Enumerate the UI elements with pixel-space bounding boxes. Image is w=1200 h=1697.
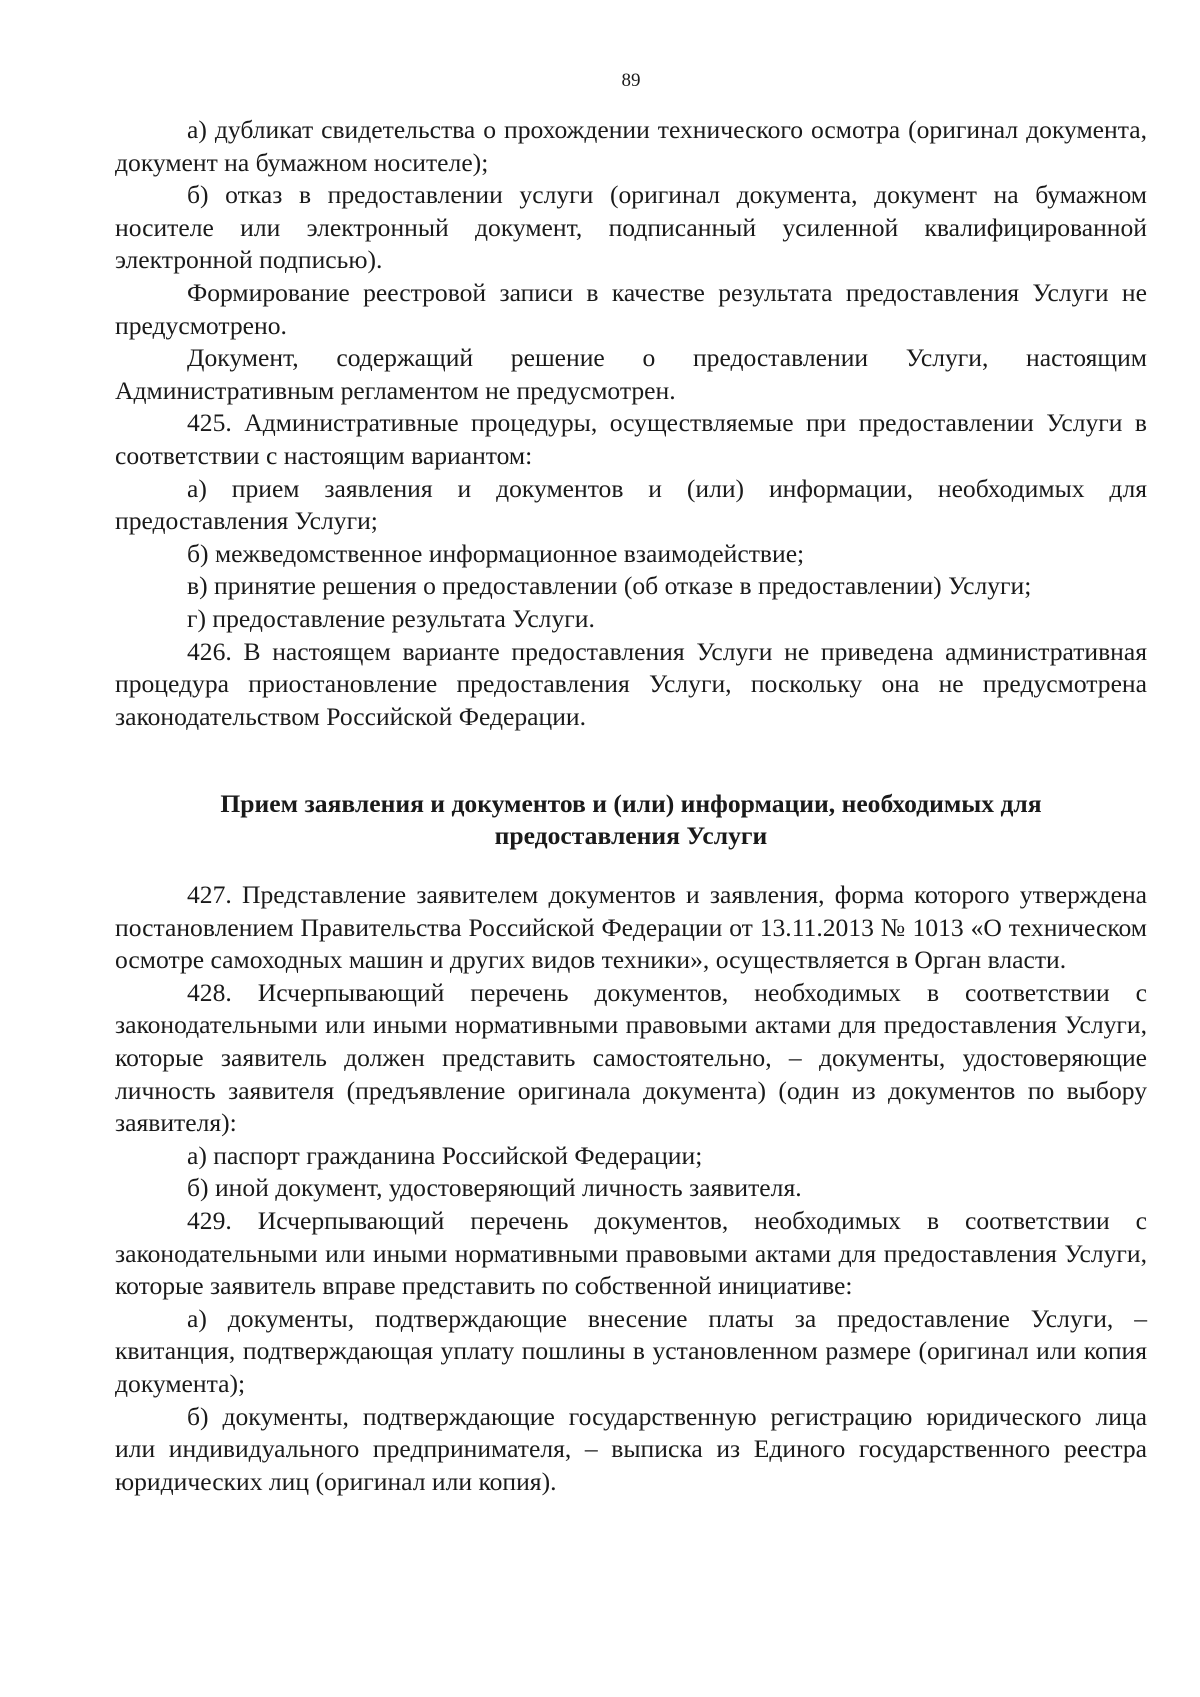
paragraph-428-b: б) иной документ, удостоверяющий личность заявителя.	[187, 1173, 802, 1203]
paragraph-425-a: а) прием заявления и документов и (или) информации, необходимых для предоставления Услуги;	[115, 473, 1147, 536]
paragraph-item-428: 428. Исчерпывающий перечень документов, необходимых в соответствии с законодательными или иными нормативными правовыми актами для предоставления Услуги, которые заявитель должен представить самостоятельно, – документы, удостоверяющие личность заявителя (предъявление оригинала документа) (один из документов по выбору заявителя):	[115, 977, 1147, 1138]
section-1-body	[115, 114, 1147, 733]
paragraph-item-425: 425. Административные процедуры, осуществляемые при предоставлении Услуги в соответствии с настоящим вариантом:	[115, 408, 1147, 470]
paragraph-425-d: г) предоставление результата Услуги.	[187, 603, 595, 633]
paragraph-registry-record: Формирование реестровой записи в качестве результата предоставления Услуги не предусмотрено.	[115, 277, 1147, 340]
paragraph-425-c: в) принятие решения о предоставлении (об отказе в предоставлении) Услуги;	[187, 571, 1032, 601]
page-number: 89	[621, 70, 641, 91]
paragraph-428-a: а) паспорт гражданина Российской Федерации;	[187, 1140, 703, 1170]
paragraph-service-refusal: б) отказ в предоставлении услуги (оригинал документа, документ на бумажном носителе или электронный документ, подписанный усиленной квалифицированной электронной подписью).	[115, 180, 1147, 275]
paragraph-duplicate-certificate: а) дубликат свидетельства о прохождении технического осмотра (оригинал документа, документ на бумажном носителе);	[115, 115, 1147, 177]
paragraph-429-b: б) документы, подтверждающие государственную регистрацию юридического лица или индивидуального предпринимателя, – выписка из Единого государственного реестра юридических лиц (оригинал или копия).	[115, 1401, 1147, 1496]
paragraph-item-427: 427. Представление заявителем документов и заявления, форма которого утверждена постановлением Правительства Российской Федерации от 13.11.2013 № 1013 «О техническом осмотре самоходных машин и других видов техники», осуществляется в Орган власти.	[115, 880, 1147, 975]
paragraph-item-429: 429. Исчерпывающий перечень документов, необходимых в соответствии с законодательными или иными нормативными правовыми актами для предоставления Услуги, которые заявитель вправе представить по собственной инициативе:	[115, 1205, 1147, 1301]
paragraph-decision-document: Документ, содержащий решение о предоставлении Услуги, настоящим Административным регламентом не предусмотрен.	[115, 343, 1147, 405]
paragraph-425-b: б) межведомственное информационное взаимодействие;	[187, 538, 805, 568]
paragraph-429-a: а) документы, подтверждающие внесение платы за предоставление Услуги, – квитанция, подтверждающая уплату пошлины в установленном размере (оригинал или копия документа);	[115, 1303, 1147, 1398]
section-2-body	[115, 879, 1147, 1498]
section-heading-line-2: предоставления Услуги	[494, 821, 768, 850]
paragraph-item-426: 426. В настоящем варианте предоставления Услуги не приведена административная процедура приостановление предоставления Услуги, поскольку она не предусмотрена законодательством Российской Федерации.	[115, 636, 1147, 731]
section-heading	[115, 788, 1147, 852]
section-heading-line-1: Прием заявления и документов и (или) информации, необходимых для	[220, 789, 1042, 818]
